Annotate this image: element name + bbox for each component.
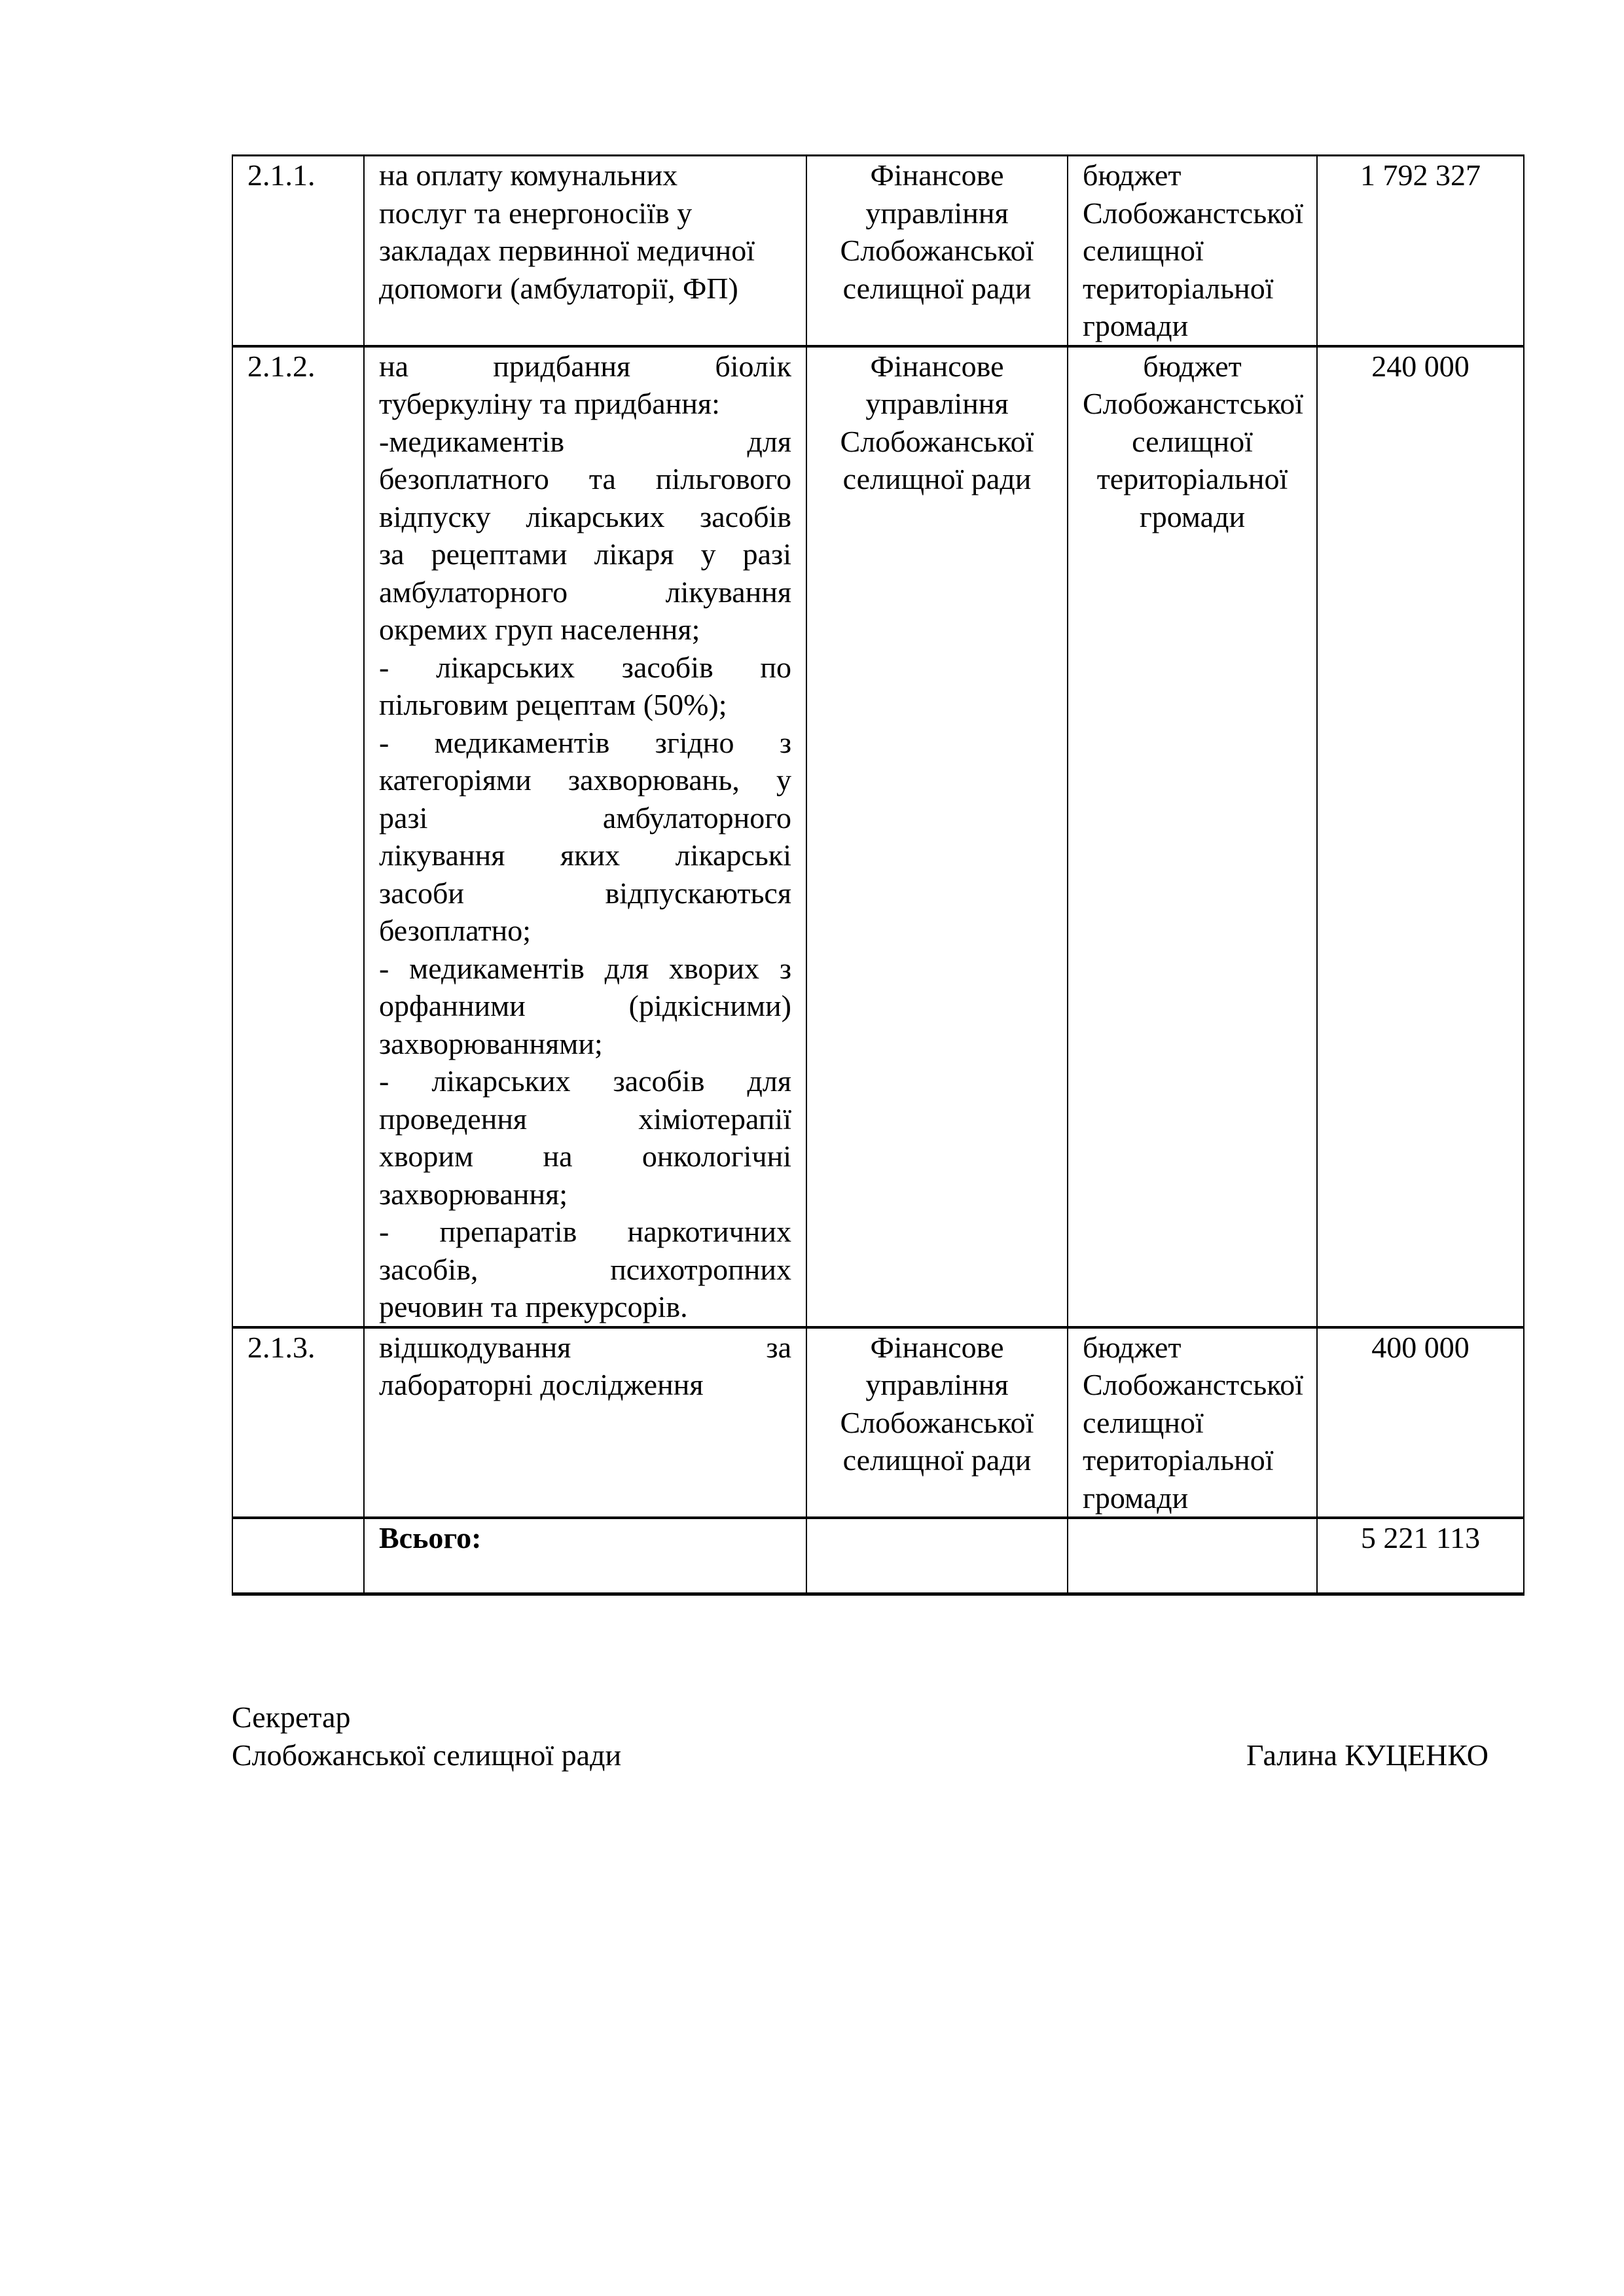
source-line: територіальної xyxy=(1083,1443,1274,1477)
row-amount: 240 000 xyxy=(1317,346,1524,1327)
description-line: пільговим рецептам (50%); xyxy=(379,688,727,721)
row-number: 2.1.3. xyxy=(232,1327,364,1518)
signature-block xyxy=(232,1698,1489,1774)
source-line: Слобожанстської xyxy=(1083,196,1303,230)
executor-line: селищної ради xyxy=(842,462,1032,495)
source-line: бюджет xyxy=(1083,1330,1182,1364)
row-funding-source xyxy=(1068,156,1317,346)
description-line: разі амбулаторного xyxy=(379,800,791,834)
description-line: - лікарських засобів для xyxy=(379,1064,791,1098)
total-row xyxy=(232,1518,1524,1594)
total-empty-cell xyxy=(806,1518,1068,1594)
description-line: на придбання біолік xyxy=(379,349,791,383)
description-line: лабораторні дослідження xyxy=(379,1368,704,1401)
description-line: на оплату комунальних xyxy=(379,158,678,192)
description-line: категоріями захворювань, у xyxy=(379,763,791,797)
total-empty-cell xyxy=(1068,1518,1317,1594)
executor-line: селищної ради xyxy=(842,1443,1032,1477)
source-line: територіальної xyxy=(1083,271,1274,305)
row-funding-source xyxy=(1068,1327,1317,1518)
source-line: громади xyxy=(1139,499,1246,533)
row-amount: 1 792 327 xyxy=(1317,156,1524,346)
row-executor xyxy=(806,156,1068,346)
source-line: територіальної xyxy=(1096,462,1288,495)
executor-line: селищної ради xyxy=(842,271,1032,305)
description-line: амбулаторного лікування xyxy=(379,575,791,609)
description-line: безоплатно; xyxy=(379,914,531,947)
description-line: закладах первинної медичної xyxy=(379,234,755,267)
description-line: захворюваннями; xyxy=(379,1026,603,1060)
description-line: туберкуліну та придбання: xyxy=(379,387,720,420)
description-line: хворим на онкологічні xyxy=(379,1139,791,1173)
total-empty-cell xyxy=(232,1518,364,1594)
description-line: - медикаментів згідно з xyxy=(379,725,791,759)
description-line: - препаратів наркотичних xyxy=(379,1215,791,1248)
source-line: громади xyxy=(1083,309,1189,342)
executor-line: управління xyxy=(865,387,1009,420)
description-line: -медикаментів для xyxy=(379,424,791,458)
executor-line: управління xyxy=(865,196,1009,230)
row-number: 2.1.2. xyxy=(232,346,364,1327)
executor-line: Фінансове xyxy=(870,349,1004,383)
description-line: проведення хіміотерапії xyxy=(379,1102,791,1136)
description-line: за рецептами лікаря у разі xyxy=(379,537,791,571)
row-number: 2.1.1. xyxy=(232,156,364,346)
row-executor xyxy=(806,1327,1068,1518)
description-line: засобів, психотропних xyxy=(379,1252,791,1286)
description-line: речовин та прекурсорів. xyxy=(379,1290,688,1323)
signatory-name: Галина КУЦЕНКО xyxy=(1246,1738,1489,1772)
source-line: бюджет xyxy=(1083,158,1182,192)
row-description xyxy=(364,346,806,1327)
description-line: послуг та енергоносіїв у xyxy=(379,196,693,230)
description-line: орфанними (рідкісними) xyxy=(379,989,791,1022)
source-line: бюджет xyxy=(1143,349,1242,383)
description-line: - медикаментів для хворих з xyxy=(379,951,791,985)
signatory-title: Секретар xyxy=(232,1700,351,1734)
description-line: захворювання; xyxy=(379,1177,568,1211)
executor-line: Слобожанської xyxy=(840,424,1034,458)
row-description xyxy=(364,1327,806,1518)
source-line: селищної xyxy=(1132,424,1253,458)
description-line: - лікарських засобів по xyxy=(379,650,791,684)
source-line: селищної xyxy=(1083,234,1204,267)
description-line: відпуску лікарських засобів xyxy=(379,499,791,533)
executor-line: Слобожанської xyxy=(840,1405,1034,1439)
row-funding-source xyxy=(1068,346,1317,1327)
description-line: відшкодування за xyxy=(379,1330,791,1364)
row-amount: 400 000 xyxy=(1317,1327,1524,1518)
table-row xyxy=(232,156,1524,346)
source-line: громади xyxy=(1083,1480,1189,1515)
row-executor xyxy=(806,346,1068,1327)
signatory-organization: Слобожанської селищної ради xyxy=(232,1738,622,1772)
executor-line: управління xyxy=(865,1368,1009,1401)
executor-line: Фінансове xyxy=(870,158,1004,192)
source-line: Слобожанстської xyxy=(1083,387,1303,420)
description-line: окремих груп населення; xyxy=(379,613,700,646)
description-line: лікування яких лікарські xyxy=(379,838,791,872)
source-line: селищної xyxy=(1083,1405,1204,1439)
budget-table xyxy=(232,154,1525,1596)
description-line: засоби відпускаються xyxy=(379,876,791,910)
table-row xyxy=(232,346,1524,1327)
total-amount: 5 221 113 xyxy=(1317,1518,1524,1594)
description-line: безоплатного та пільгового xyxy=(379,462,791,495)
total-label: Всього: xyxy=(364,1518,806,1594)
row-description xyxy=(364,156,806,346)
table-row xyxy=(232,1327,1524,1518)
executor-line: Фінансове xyxy=(870,1330,1004,1364)
description-line: допомоги (амбулаторії, ФП) xyxy=(379,271,738,305)
source-line: Слобожанстської xyxy=(1083,1368,1303,1401)
executor-line: Слобожанської xyxy=(840,234,1034,267)
